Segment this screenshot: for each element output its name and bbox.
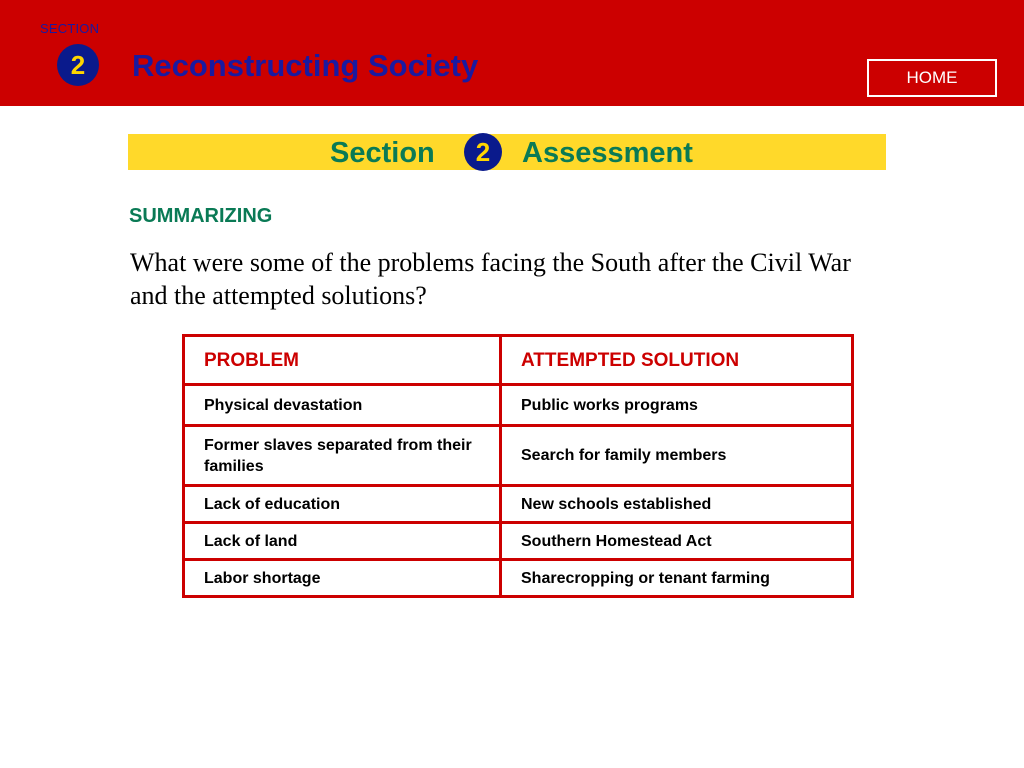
table-row: [184, 385, 853, 426]
section-number-badge: 2: [57, 44, 99, 86]
page-title: Reconstructing Society: [132, 48, 479, 83]
problem-cell: Labor shortage: [184, 560, 501, 597]
question-text: What were some of the problems facing the South after the Civil War and the attempted solutions?: [130, 248, 851, 310]
header-bar: [0, 0, 1024, 106]
assessment-banner: [128, 134, 886, 170]
banner-number-badge: 2: [464, 133, 502, 171]
problem-cell: Former slaves separated from their families: [184, 426, 501, 486]
banner-assessment-text: Assessment: [522, 137, 693, 169]
header-attempted-solution: ATTEMPTED SOLUTION: [501, 336, 853, 385]
summary-table: [182, 334, 854, 598]
problem-cell: Lack of education: [184, 486, 501, 523]
skill-heading: SUMMARIZING: [129, 205, 273, 227]
problem-cell: Lack of land: [184, 523, 501, 560]
solution-cell: Public works programs: [501, 385, 853, 426]
solution-cell: Southern Homestead Act: [501, 523, 853, 560]
solution-cell: Search for family members: [501, 426, 853, 486]
table-header-row: [184, 336, 853, 385]
section-label: SECTION: [40, 21, 100, 36]
problem-cell: Physical devastation: [184, 385, 501, 426]
solution-cell: New schools established: [501, 486, 853, 523]
table-row: [184, 426, 853, 486]
banner-section-text: Section: [330, 137, 435, 169]
solution-cell: Sharecropping or tenant farming: [501, 560, 853, 597]
table-row: [184, 523, 853, 560]
header-problem: PROBLEM: [184, 336, 501, 385]
table-row: [184, 486, 853, 523]
table-row: [184, 560, 853, 597]
home-button[interactable]: HOME: [867, 59, 997, 97]
